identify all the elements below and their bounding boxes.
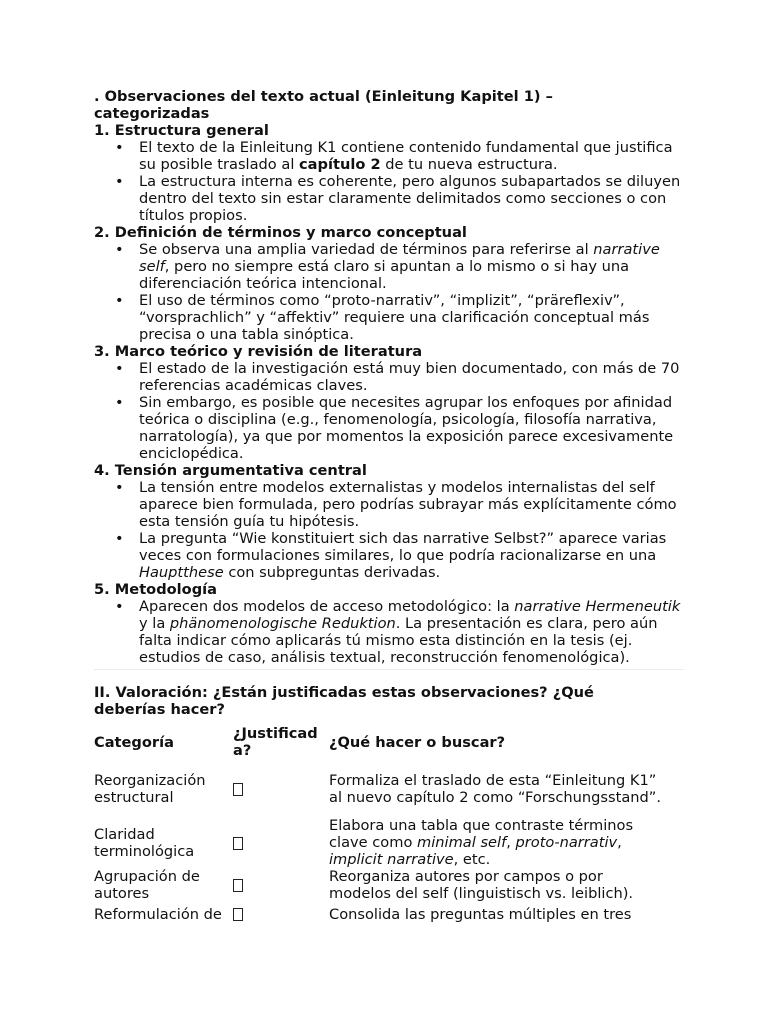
section-heading: 2. Definición de términos y marco conceptual xyxy=(94,224,467,241)
bullet-item: • La estructura interna es coherente, pero algunos subapartados se diluyen dentro del texto sin estar claramente delimitados como secciones o con títulos propios. xyxy=(115,173,681,224)
column-header-justified: ¿Justificad a? xyxy=(233,725,318,759)
column-header-category: Categoría xyxy=(94,733,174,751)
bullet-icon: • xyxy=(115,292,124,309)
table-row xyxy=(94,902,669,926)
bullet-item: • La tensión entre modelos externalistas y modelos internalistas del self aparece bien formulada, pero podrías subrayar más explícitamente cómo esta tensión guía tu hipótesis. xyxy=(115,479,677,530)
section-heading: 3. Marco teórico y revisión de literatura xyxy=(94,343,423,360)
category-cell: Claridad terminológica xyxy=(94,825,195,860)
check-icon xyxy=(233,783,243,796)
justified-cell xyxy=(233,760,329,817)
check-icon xyxy=(233,908,243,921)
document-content xyxy=(94,88,684,926)
table-row xyxy=(94,817,669,868)
bullet-item: • Aparecen dos modelos de acceso metodológico: la narrative Hermeneutik y la phänomenologische Reduktion. La presentación es clara, pero aún falta indicar cómo aplicarás tú mismo esta distinción en la tesis (ej. estudios de caso, análisis textual, reconstrucción fenomenológica). xyxy=(115,598,681,666)
bullet-icon: • xyxy=(115,139,124,156)
section-heading: 4. Tensión argumentativa central xyxy=(94,462,367,479)
section-heading: 5. Metodología xyxy=(94,581,217,598)
bullet-icon: • xyxy=(115,241,124,258)
section2-title: II. Valoración: ¿Están justificadas estas observaciones? ¿Qué deberías hacer? xyxy=(94,684,594,718)
bullet-icon: • xyxy=(115,173,124,190)
section-heading: 1. Estructura general xyxy=(94,122,269,139)
category-cell: Agrupación de autores xyxy=(94,868,200,902)
action-cell: Formaliza el traslado de esta “Einleitung K1” al nuevo capítulo 2 como “Forschungsstand”. xyxy=(329,771,661,806)
category-cell: Reorganización estructural xyxy=(94,771,206,806)
bullet-icon: • xyxy=(115,530,124,547)
justified-cell xyxy=(233,902,329,926)
table-header-row xyxy=(94,724,669,760)
justified-cell xyxy=(233,817,329,868)
bullet-list xyxy=(94,139,684,224)
table-row xyxy=(94,760,669,817)
action-cell: Reorganiza autores por campos o por modelos del self (linguistisch vs. leiblich). xyxy=(329,868,634,902)
bullet-item: • El texto de la Einleitung K1 contiene contenido fundamental que justifica su posible traslado al capítulo 2 de tu nueva estructura. xyxy=(115,139,673,173)
bullet-list xyxy=(94,360,684,462)
bullet-icon: • xyxy=(115,394,124,411)
action-cell: Consolida las preguntas múltiples en tres xyxy=(329,905,632,923)
bullet-item: • La pregunta “Wie konstituiert sich das narrative Selbst?” aparece varias veces con formulaciones similares, lo que podría racionalizarse en una Hauptthese con subpreguntas derivadas. xyxy=(115,530,667,581)
action-cell: Elabora una tabla que contraste términos clave como minimal self, proto-narrativ, implicit narrative, etc. xyxy=(329,817,634,868)
bullet-item: • Sin embargo, es posible que necesites agrupar los enfoques por afinidad teórica o disciplina (e.g., fenomenología, psicología, filosofía narrativa, narratología), ya que por momentos la exposición parece excesivamente enciclopédica. xyxy=(115,394,674,462)
bullet-list xyxy=(94,598,684,666)
bullet-item: • El estado de la investigación está muy bien documentado, con más de 70 referencias académicas claves. xyxy=(115,360,680,394)
bullet-icon: • xyxy=(115,598,124,615)
justified-cell xyxy=(233,868,329,902)
bullet-list xyxy=(94,479,684,581)
bullet-icon: • xyxy=(115,360,124,377)
bullet-item: • El uso de términos como “proto-narrativ”, “implizit”, “präreflexiv”, “vorsprachlich” y “affektiv” requiere una clarificación conceptual más precisa o una tabla sinóptica. xyxy=(115,292,650,343)
bullet-list xyxy=(94,241,684,343)
evaluation-table xyxy=(94,724,669,926)
bullet-icon: • xyxy=(115,479,124,496)
check-icon xyxy=(233,837,243,850)
table-row xyxy=(94,868,669,902)
section-title: . Observaciones del texto actual (Einleitung Kapitel 1) – categorizadas xyxy=(94,88,553,122)
check-icon xyxy=(233,879,243,892)
section-divider xyxy=(94,669,684,670)
category-cell: Reformulación de xyxy=(94,905,222,923)
column-header-action: ¿Qué hacer o buscar? xyxy=(329,733,506,751)
bullet-item: • Se observa una amplia variedad de términos para referirse al narrative self, pero no siempre está claro si apuntan a lo mismo o si hay una diferenciación teórica intencional. xyxy=(115,241,660,292)
